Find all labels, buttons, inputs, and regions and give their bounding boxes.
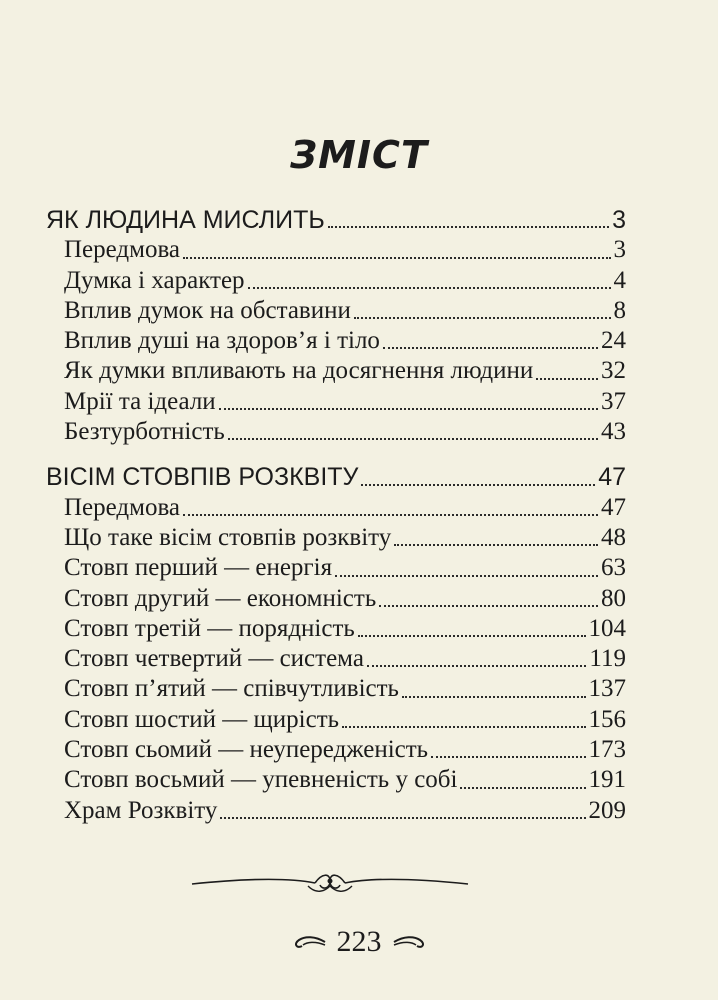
dot-leader: [361, 483, 595, 486]
toc-page-number: 191: [588, 766, 626, 794]
dot-leader: [183, 513, 598, 516]
toc-entry-label: Як думки впливають на досягнення людини: [64, 357, 534, 385]
dot-leader: [220, 816, 585, 819]
toc-entry-label: Стовп третій — порядність: [64, 614, 355, 642]
toc-entry-row: [46, 736, 626, 766]
ornamental-flourish-icon: [190, 868, 470, 898]
toc-entry-row: [46, 418, 626, 448]
toc-page-number: 32: [601, 357, 626, 385]
toc-page-number: 80: [601, 584, 626, 612]
toc-entry-label: Стовп четвертий — система: [64, 645, 364, 673]
toc-page-number: 209: [588, 796, 626, 824]
dot-leader: [354, 316, 611, 319]
toc-page-number: 3: [612, 206, 626, 234]
swirl-left-icon: [287, 932, 327, 952]
dot-leader: [228, 437, 598, 440]
toc-page-number: 37: [601, 387, 626, 415]
toc-entry-row: [46, 388, 626, 418]
toc-entry-label: Стовп шостий — щирість: [64, 705, 340, 733]
toc-entry-row: [46, 357, 626, 387]
dot-leader: [358, 634, 586, 637]
page-number: 223: [336, 925, 382, 958]
toc-page-number: 47: [601, 493, 626, 521]
toc-entry-label: ВІСІМ СТОВПІВ РОЗКВІТУ: [46, 463, 359, 492]
toc-page-number: 156: [588, 705, 626, 733]
dot-leader: [248, 286, 611, 289]
toc-page-number: 24: [601, 327, 626, 355]
toc-entry-label: Безтурботність: [64, 418, 225, 446]
toc-entry-row: [46, 524, 626, 554]
dot-leader: [460, 786, 585, 789]
toc-entry-label: Передмова: [64, 493, 181, 521]
toc-page-number: 8: [613, 296, 626, 324]
dot-leader: [536, 377, 598, 380]
dot-leader: [342, 725, 585, 728]
table-of-contents: [46, 206, 626, 827]
dot-leader: [402, 695, 586, 698]
toc-entry-row: [46, 236, 626, 266]
dot-leader: [394, 543, 598, 546]
toc-entry-label: Вплив думок на обставини: [64, 296, 351, 324]
toc-entry-label: Вплив душі на здоров’я і тіло: [64, 327, 380, 355]
toc-entry-label: ЯК ЛЮДИНА МИСЛИТЬ: [46, 206, 325, 234]
toc-entry-label: Думка і характер: [64, 266, 245, 294]
page-title: ЗМІСТ: [290, 133, 428, 177]
toc-entry-label: Стовп восьмий — упевненість у собі: [64, 766, 458, 794]
toc-entry-label: Що таке вісім стовпів розквіту: [64, 523, 392, 551]
toc-entry-label: Мрії та ідеали: [64, 387, 216, 415]
toc-page-number: 4: [613, 266, 626, 294]
toc-entry-row: [46, 327, 626, 357]
toc-page-number: 104: [588, 614, 626, 642]
toc-entry-row: [46, 585, 626, 615]
toc-section-row: [46, 463, 626, 493]
toc-entry-label: Передмова: [64, 236, 181, 264]
dot-leader: [328, 225, 609, 228]
swirl-right-icon: [392, 932, 432, 952]
toc-entry-row: [46, 797, 626, 827]
toc-entry-label: Храм Розквіту: [64, 796, 218, 824]
toc-entry-label: Стовп другий — економність: [64, 584, 377, 612]
toc-page-number: 137: [588, 675, 626, 703]
toc-page-number: 119: [589, 645, 626, 673]
toc-page-number: 48: [601, 523, 626, 551]
toc-entry-row: [46, 675, 626, 705]
toc-page-number: 173: [588, 736, 626, 764]
toc-page-number: 43: [601, 418, 626, 446]
dot-leader: [367, 664, 587, 667]
toc-entry-row: [46, 554, 626, 584]
toc-entry-row: [46, 615, 626, 645]
dot-leader: [431, 755, 585, 758]
toc-page-number: 3: [613, 236, 626, 264]
toc-entry-label: Стовп сьомий — неупередженість: [64, 736, 429, 764]
toc-page-number: 47: [598, 463, 626, 492]
toc-entry-row: [46, 645, 626, 675]
dot-leader: [379, 604, 598, 607]
toc-entry-label: Стовп п’ятий — співчутливість: [64, 675, 399, 703]
toc-entry-row: [46, 766, 626, 796]
toc-entry-row: [46, 267, 626, 297]
dot-leader: [383, 346, 598, 349]
dot-leader: [219, 407, 598, 410]
dot-leader: [183, 256, 610, 259]
toc-entry-row: [46, 494, 626, 524]
toc-page-number: 63: [601, 554, 626, 582]
toc-section-row: [46, 206, 626, 236]
dot-leader: [335, 574, 598, 577]
page-footer: [0, 925, 718, 959]
toc-entry-row: [46, 297, 626, 327]
toc-entry-label: Стовп перший — енергія: [64, 554, 333, 582]
toc-entry-row: [46, 706, 626, 736]
